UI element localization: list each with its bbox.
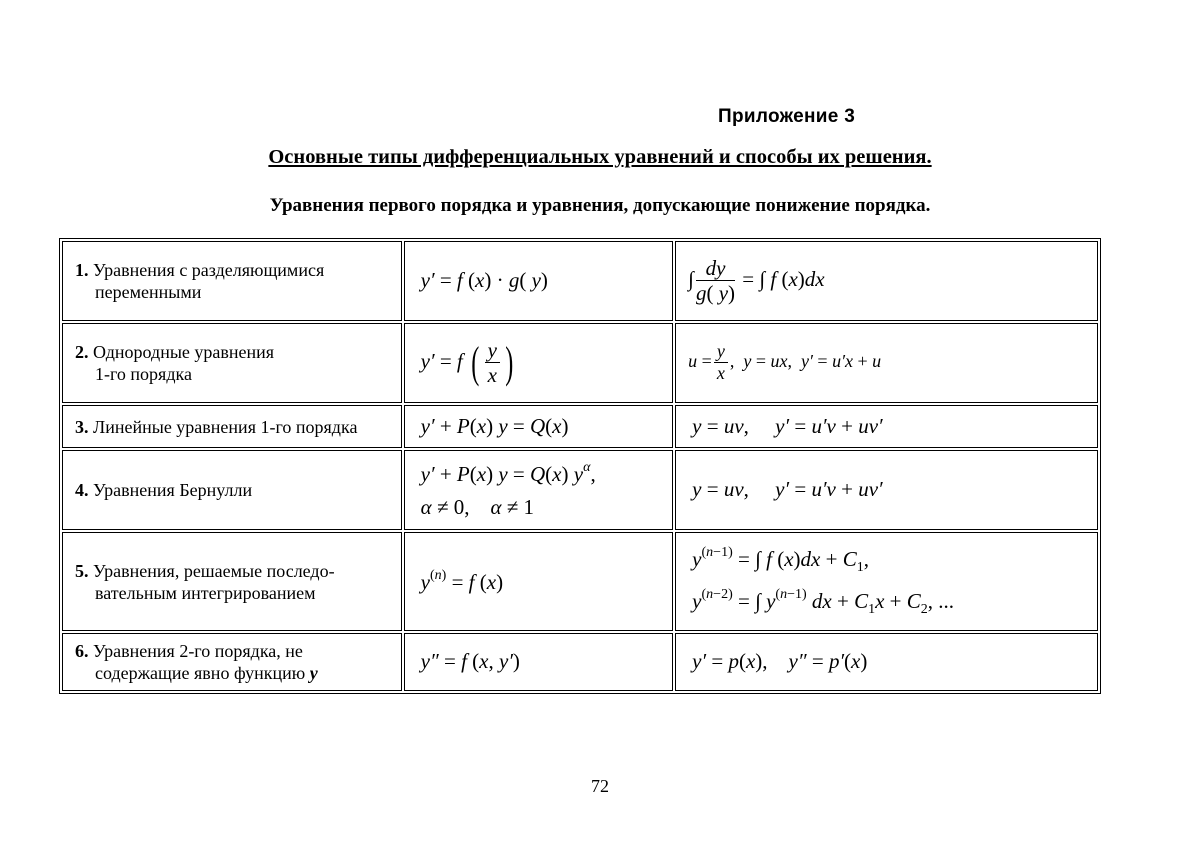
method-formula: $y^{(n-1)}$ = ∫ f $(x)dx + C_1$, $y^{(n-2)}$ = ∫ $y^{(n-1)}$ dx + $C_1x + C_2$, ... — [692, 545, 955, 617]
row-number: 6. — [75, 641, 89, 661]
table-row — [62, 450, 1098, 530]
equation-cell — [404, 405, 674, 448]
equation-cell — [404, 633, 674, 691]
type-name-cont: 1-го порядка — [95, 364, 192, 384]
equation-formula: y′ = f (x) · g( y) — [420, 268, 548, 293]
method-cell — [675, 532, 1098, 631]
row-number: 5. — [75, 560, 89, 581]
equation-formula: $y^{(n)} = f$ (x) — [420, 567, 504, 594]
equations-table — [59, 238, 1101, 694]
main-title: Основные типы дифференциальных уравнений и способы их решения. — [268, 146, 932, 168]
equation-type-cell — [62, 633, 402, 691]
equation-cell — [404, 450, 674, 530]
type-name: Уравнения 2-го порядка, не — [93, 641, 303, 661]
table-row — [62, 241, 1098, 321]
type-name: Линейные уравнения 1-го порядка — [93, 416, 358, 437]
method-formula: y = uv, y′ = u′v + uv′ — [692, 413, 883, 438]
type-name-cont: переменными — [95, 282, 202, 302]
equation-type-cell — [62, 405, 402, 448]
method-cell — [675, 633, 1098, 691]
equation-type-cell — [62, 241, 402, 321]
equation-type-cell — [62, 532, 402, 631]
method-formula: y′ = p(x), y″ = p′(x) — [692, 649, 868, 674]
equation-formula: y″ = f (x, y′) — [420, 649, 520, 674]
equation-type-cell — [62, 323, 402, 403]
method-cell — [675, 323, 1098, 403]
type-name-cont — [75, 662, 401, 684]
equation-type-cell — [62, 450, 402, 530]
row-number: 3. — [75, 416, 89, 437]
type-name-cont-text: содержащие явно функцию — [95, 663, 306, 683]
table-row — [62, 532, 1098, 631]
appendix-label: Приложение 3 — [718, 106, 856, 127]
table-row — [62, 633, 1098, 691]
method-cell — [675, 450, 1098, 530]
type-name-cont: вательным интегрированием — [95, 582, 316, 603]
type-name: Уравнения Бернулли — [93, 480, 253, 500]
row-number: 2. — [75, 342, 89, 362]
type-name: Уравнения с разделяющимися — [93, 260, 325, 280]
method-cell — [675, 241, 1098, 321]
equation-cell — [404, 323, 674, 403]
equation-formula: y′ = f ( $\frac{y}{x}$ ) — [420, 337, 514, 387]
equation-cell — [404, 532, 674, 631]
table-row — [62, 405, 1098, 448]
equation-cell — [404, 241, 674, 321]
type-name: Уравнения, решаемые последо- — [93, 560, 335, 581]
equation-formula: y′ + P(x) y = Q(x) $y^\alpha$, α ≠ 0, α ≠ 1 — [420, 459, 596, 519]
method-formula: y = uv, y′ = u′v + uv′ — [692, 477, 883, 502]
method-formula: ∫ $\frac{dy}{g( y)}$ = ∫ f (x)dx — [688, 255, 825, 305]
page-number: 72 — [591, 776, 609, 796]
type-name: Однородные уравнения — [93, 342, 275, 362]
method-formula: u = $\frac{y}{x}$ , y = ux, y′ = u′x + u — [688, 341, 882, 384]
method-cell — [675, 405, 1098, 448]
row-number: 1. — [75, 260, 89, 280]
function-y: y — [309, 663, 318, 683]
table-row — [62, 323, 1098, 403]
row-number: 4. — [75, 480, 89, 500]
equation-formula: y′ + P(x) y = Q(x) — [420, 413, 569, 438]
sub-title: Уравнения первого порядка и уравнения, допускающие понижение порядка. — [269, 195, 931, 216]
